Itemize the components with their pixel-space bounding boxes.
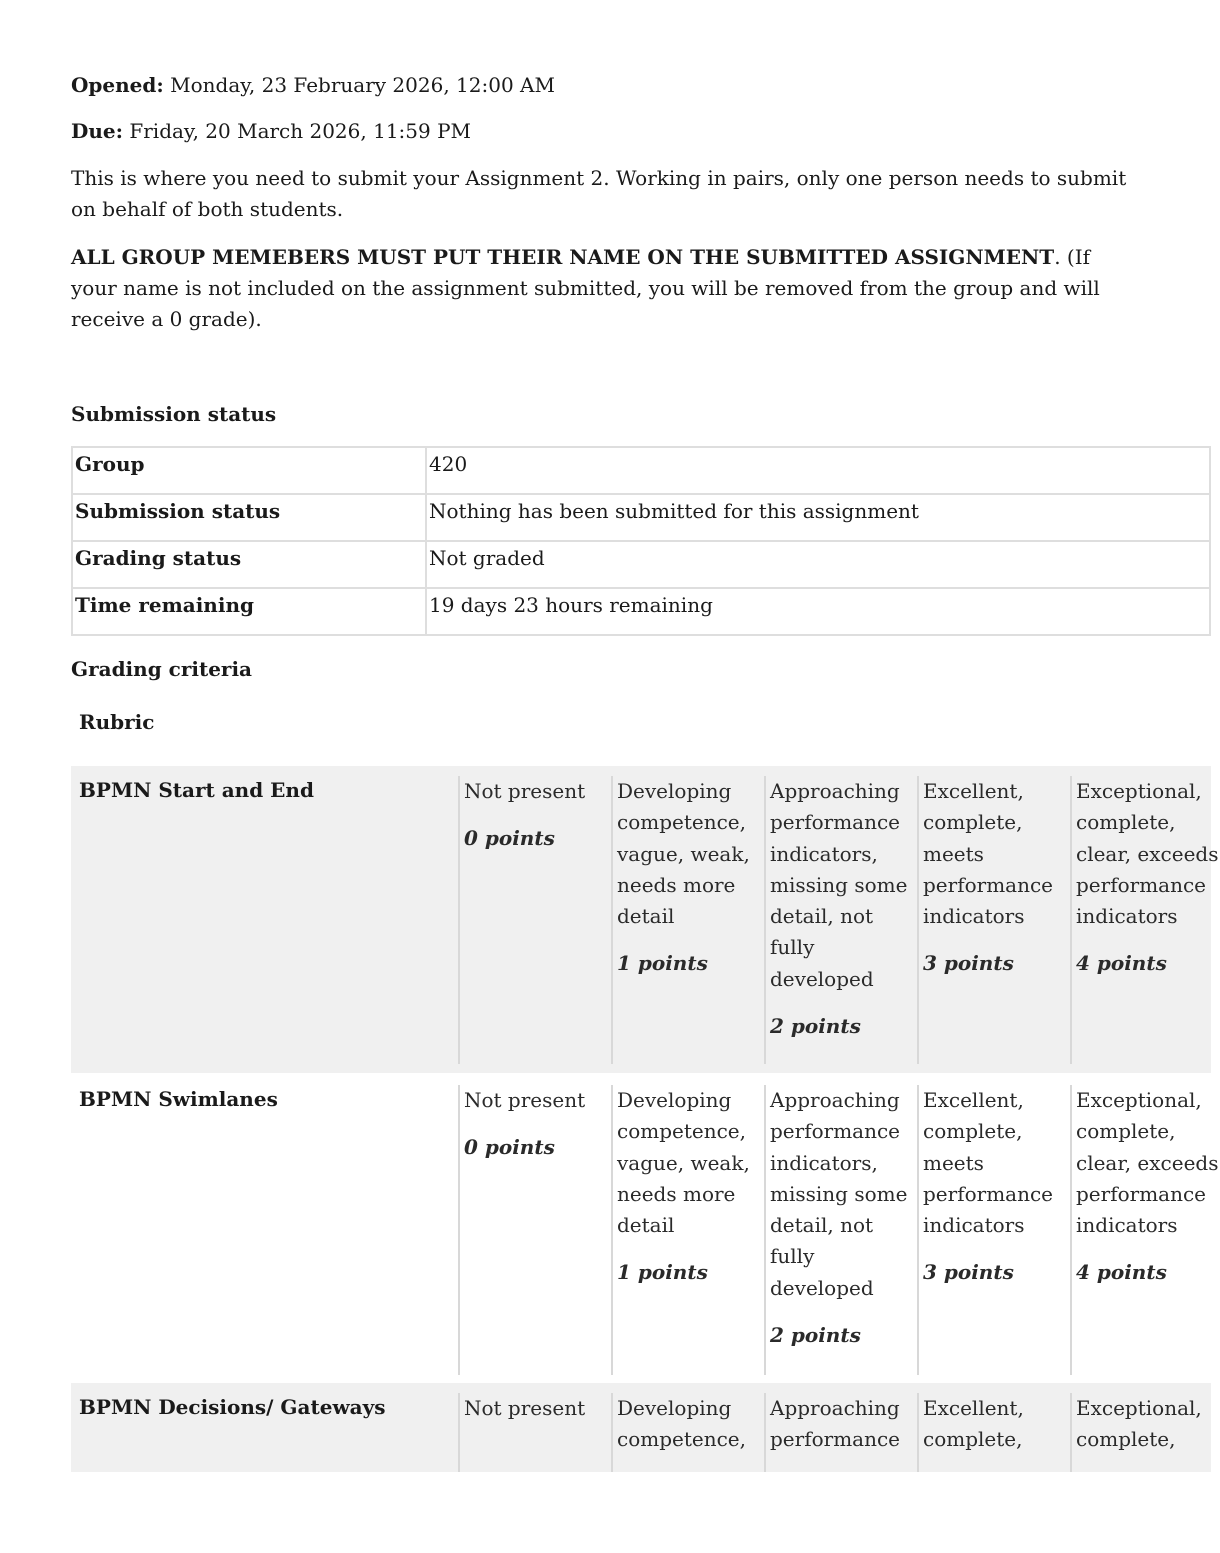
- opened-value: Monday, 23 February 2026, 12:00 AM: [170, 73, 555, 97]
- rubric-level: [764, 1393, 914, 1472]
- submission-status-value: Nothing has been submitted for this assignment: [426, 494, 1210, 541]
- level-description: Exceptional, complete, clear, exceeds performance indicators: [1076, 779, 1219, 929]
- rubric-level: [611, 776, 761, 1064]
- level-description: Approaching performance indicators, missing some detail, not fully developed: [770, 779, 908, 991]
- due-date: [71, 119, 471, 143]
- level-description: Exceptional, complete, clear, exceeds performance indicators: [1076, 1088, 1219, 1238]
- rubric-criterion-row: [71, 1383, 1211, 1472]
- due-value: Friday, 20 March 2026, 11:59 PM: [129, 119, 472, 143]
- level-points: 3 points: [923, 1260, 1014, 1285]
- submission-status-heading: Submission status: [71, 402, 277, 426]
- group-key: Group: [72, 447, 426, 494]
- grading-status-value: Not graded: [426, 541, 1210, 588]
- level-description: Approaching performance indicators, missing some detail, not fully developed: [770, 1088, 908, 1300]
- criterion-name: BPMN Start and End: [79, 778, 314, 802]
- rubric-level: [764, 1085, 914, 1375]
- rubric-level: [458, 1085, 608, 1375]
- level-points: 3 points: [923, 951, 1014, 976]
- table-row: [72, 447, 1210, 494]
- level-points: 1 points: [617, 951, 708, 976]
- level-description: Developing competence, vague, weak, needs more detail: [617, 1088, 750, 1238]
- criterion-name: BPMN Swimlanes: [79, 1087, 278, 1111]
- rubric-level: [917, 776, 1067, 1064]
- level-description: Not present: [464, 1088, 586, 1112]
- level-description: Exceptional, complete,: [1076, 1396, 1202, 1452]
- rubric-level: [917, 1085, 1067, 1375]
- level-points: 0 points: [464, 1135, 555, 1160]
- rubric-level: [764, 776, 914, 1064]
- opened-label: Opened:: [71, 73, 164, 97]
- level-description: Not present: [464, 779, 586, 803]
- rubric-level: [611, 1085, 761, 1375]
- table-row: [72, 494, 1210, 541]
- level-description: Excellent, complete, meets performance indicators: [923, 1088, 1054, 1238]
- table-row: [72, 541, 1210, 588]
- level-points: 4 points: [1076, 951, 1167, 976]
- submission-status-table: [71, 446, 1211, 636]
- group-value: 420: [426, 447, 1210, 494]
- level-description: Not present: [464, 1396, 586, 1420]
- group-warning-rest: . (If your name is not included on the assignment submitted, you will be removed from the group and will receive a 0 grade).: [71, 245, 1100, 331]
- rubric-level: [917, 1393, 1067, 1472]
- rubric-heading: Rubric: [79, 710, 155, 734]
- level-points: 2 points: [770, 1014, 861, 1039]
- time-remaining-value: 19 days 23 hours remaining: [426, 588, 1210, 635]
- level-points: 4 points: [1076, 1260, 1167, 1285]
- rubric-level: [458, 776, 608, 1064]
- assignment-description: This is where you need to submit your Assignment 2. Working in pairs, only one person needs to submit on behalf of both students.: [71, 166, 1127, 221]
- level-points: 2 points: [770, 1323, 861, 1348]
- due-label: Due:: [71, 119, 123, 143]
- submission-status-key: Submission status: [72, 494, 426, 541]
- rubric-level: [1070, 1393, 1220, 1472]
- level-description: Excellent, complete, meets performance indicators: [923, 779, 1054, 929]
- level-description: Developing competence,: [617, 1396, 746, 1452]
- rubric-level: [458, 1393, 608, 1472]
- grading-criteria-heading: Grading criteria: [71, 657, 253, 681]
- rubric-level: [1070, 776, 1220, 1064]
- opened-date: [71, 73, 555, 97]
- rubric-criterion-row: [71, 766, 1219, 1073]
- level-description: Approaching performance: [770, 1396, 901, 1452]
- rubric-level: [1070, 1085, 1220, 1375]
- group-warning: [71, 242, 1136, 335]
- grading-status-key: Grading status: [72, 541, 426, 588]
- table-row: [72, 588, 1210, 635]
- level-description: Excellent, complete,: [923, 1396, 1024, 1452]
- time-remaining-key: Time remaining: [72, 588, 426, 635]
- rubric-level: [611, 1393, 761, 1472]
- rubric-criterion-row: [71, 1075, 1219, 1382]
- level-points: 0 points: [464, 826, 555, 851]
- level-points: 1 points: [617, 1260, 708, 1285]
- criterion-name: BPMN Decisions/ Gateways: [79, 1395, 386, 1419]
- group-warning-bold: ALL GROUP MEMEBERS MUST PUT THEIR NAME ON THE SUBMITTED ASSIGNMENT: [71, 245, 1055, 269]
- level-description: Developing competence, vague, weak, needs more detail: [617, 779, 750, 929]
